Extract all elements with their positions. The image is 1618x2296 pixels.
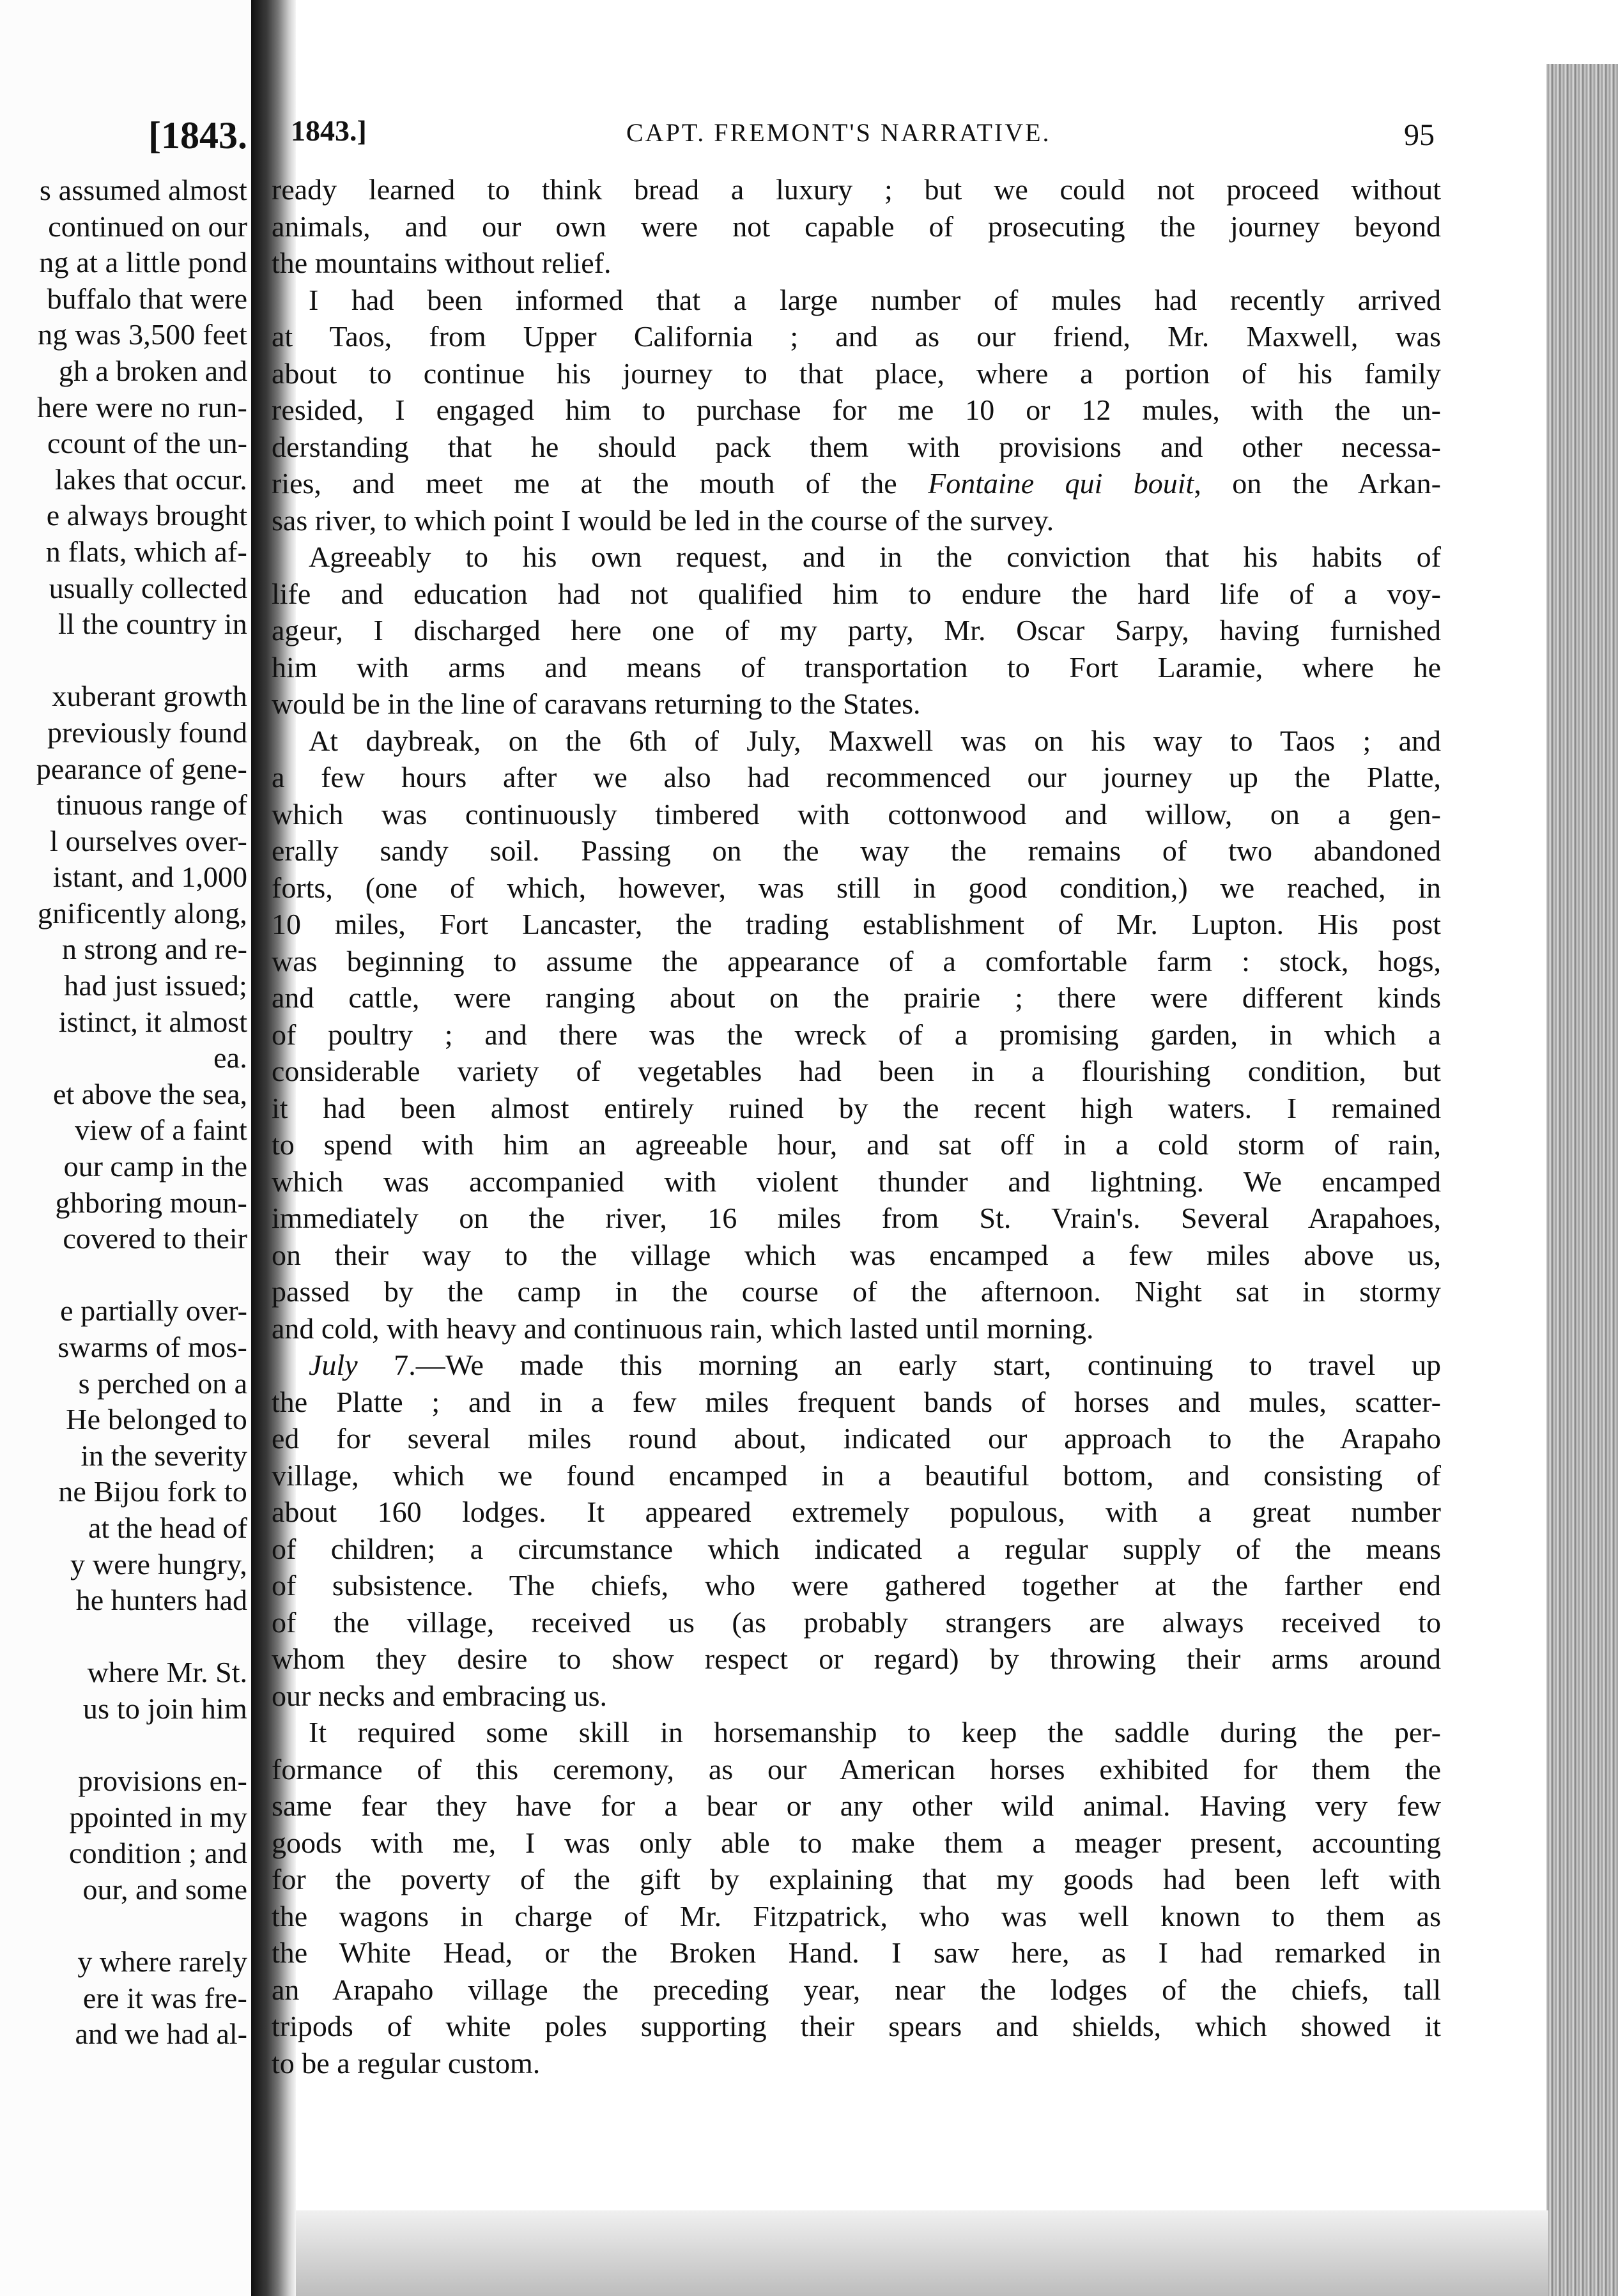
left-text-line: ccount of the un- (47, 427, 247, 460)
text-line: tripods of white poles supporting their spears and shields, which showed it (272, 2010, 1441, 2042)
left-text-line: ppointed in my (69, 1800, 247, 1833)
text-line: animals, and our own were not capable of prosecuting the journey beyond (272, 210, 1441, 243)
left-text-line: ng at a little pond (39, 246, 247, 279)
text-line (272, 465, 1441, 502)
text-line: I had been informed that a large number of mules had recently arrived (309, 283, 1441, 316)
left-page-text (0, 172, 247, 2053)
text-line: about 160 lodges. It appeared extremely populous, with a great number (272, 1496, 1441, 1528)
text-run: , on the Arkan- (1194, 467, 1442, 500)
left-text-line: istinct, it almost (58, 1005, 247, 1038)
left-facing-page (0, 0, 252, 2296)
text-line: the wagons in charge of Mr. Fitzpatrick, who was well known to them as (272, 1899, 1441, 1932)
left-text-line: ere it was fre- (82, 1981, 247, 2014)
text-line: him with arms and means of transportation to Fort Laramie, where he (272, 650, 1441, 684)
left-text-line: covered to their (63, 1222, 247, 1255)
left-text-line: s assumed almost (39, 174, 247, 206)
text-line (272, 1347, 1441, 1384)
left-page-header: [1843. (148, 114, 247, 157)
left-text-line: e always brought (46, 499, 247, 532)
text-line: of the village, received us (as probably strangers are always received to (272, 1605, 1441, 1639)
left-text-line: our, and some (82, 1872, 247, 1906)
text-line: sas river, to which point I would be led in the course of the survey. (272, 503, 1054, 537)
left-text-line: us to join him (82, 1692, 247, 1725)
text-line: at Taos, from Upper California ; and as our friend, Mr. Maxwell, was (272, 320, 1441, 353)
left-text-line: y where rarely (77, 1945, 247, 1978)
running-header (291, 114, 1435, 158)
left-text-line: condition ; and (69, 1837, 247, 1870)
left-text-line: He belonged to (66, 1403, 247, 1436)
text-line: passed by the camp in the course of the afternoon. Night sat in stormy (272, 1275, 1441, 1308)
left-text-line: in the severity (81, 1439, 247, 1472)
left-text-line (0, 1619, 247, 1655)
text-line: immediately on the river, 16 miles from St. Vrain's. Several Arapahoes, (272, 1202, 1441, 1234)
text-line: and cold, with heavy and continuous rain, which lasted until morning. (272, 1312, 1094, 1345)
left-text-line: lakes that occur. (54, 463, 247, 496)
italic-text-run: Fontaine qui bouit (928, 467, 1194, 500)
left-text-line: y were hungry, (70, 1547, 247, 1580)
left-text-line: here were no run- (36, 390, 247, 424)
text-line: which was continuously timbered with cottonwood and willow, on a gen- (272, 797, 1441, 830)
body-text (272, 171, 1441, 2081)
left-text-line: n strong and re- (62, 933, 247, 966)
left-text-line: xuberant growth (52, 680, 247, 713)
left-text-line: usually collected (49, 571, 247, 604)
left-text-line: continued on our (48, 210, 247, 243)
left-text-line: where Mr. St. (87, 1656, 247, 1689)
left-text-line: provisions en- (78, 1764, 247, 1798)
left-text-line (0, 643, 247, 679)
left-text-line: ll the country in (58, 608, 247, 641)
left-text-line (0, 1727, 247, 1764)
text-line: derstanding that he should pack them with provisions and other necessa- (272, 430, 1441, 463)
text-line: resided, I engaged him to purchase for me 10 or 12 mules, with the un- (272, 394, 1441, 426)
header-year: 1843.] (291, 114, 367, 147)
left-text-line: previously found (47, 716, 247, 749)
left-text-line: istant, and 1,000 (52, 861, 247, 894)
text-line: of poultry ; and there was the wreck of a promising garden, in which a (272, 1018, 1441, 1051)
left-text-line: at the head of (88, 1511, 247, 1544)
page-number: 95 (1404, 118, 1435, 152)
text-line: It required some skill in horsemanship to keep the saddle during the per- (309, 1716, 1441, 1749)
left-text-line: s perched on a (78, 1366, 247, 1400)
left-text-line (0, 1257, 247, 1294)
text-line: erally sandy soil. Passing on the way the remains of two abandoned (272, 834, 1441, 867)
italic-text-run: July (309, 1349, 358, 1381)
text-run: 7.—We made this morning an early start, continuing to travel up (357, 1349, 1441, 1381)
text-line: was beginning to assume the appearance of a comfortable farm : stock, hogs, (272, 944, 1441, 977)
text-line: it had been almost entirely ruined by the recent high waters. I remained (272, 1091, 1441, 1124)
text-line: Agreeably to his own request, and in the conviction that his habits of (309, 540, 1441, 573)
text-line: of subsistence. The chiefs, who were gathered together at the farther end (272, 1569, 1441, 1602)
left-text-line: gnificently along, (37, 896, 247, 930)
text-line: ageur, I discharged here one of my party, Mr. Oscar Sarpy, having furnished (272, 614, 1441, 647)
left-text-line: he hunters had (75, 1584, 247, 1617)
text-line: 10 miles, Fort Lancaster, the trading establishment of Mr. Lupton. His post (272, 908, 1441, 940)
left-text-line: view of a faint (75, 1114, 247, 1147)
left-text-line: ghboring moun- (55, 1186, 247, 1219)
left-text-line: n flats, which af- (45, 535, 247, 568)
left-text-line: buffalo that were (47, 282, 247, 315)
left-text-line (0, 1908, 247, 1945)
text-line: formance of this ceremony, as our American horses exhibited for them the (272, 1752, 1441, 1786)
text-line: our necks and embracing us. (272, 1679, 608, 1712)
left-text-line: ea. (213, 1041, 247, 1075)
left-text-line: ng was 3,500 feet (38, 318, 247, 351)
text-line: goods with me, I was only able to make them a meager present, accounting (272, 1826, 1441, 1859)
text-line: to be a regular custom. (272, 2046, 541, 2079)
text-line: and cattle, were ranging about on the prairie ; there were different kinds (272, 981, 1441, 1014)
text-line: would be in the line of caravans returning to the States. (272, 687, 921, 720)
text-run: ries, and meet me at the mouth of the (272, 467, 928, 500)
text-line: same fear they have for a bear or any other wild animal. Having very few (272, 1789, 1441, 1822)
text-line: the Platte ; and in a few miles frequent bands of horses and mules, scatter- (272, 1385, 1441, 1418)
text-line: village, which we found encamped in a beautiful bottom, and consisting of (272, 1458, 1441, 1492)
text-line: ready learned to think bread a luxury ; but we could not proceed without (272, 173, 1441, 206)
left-text-line: e partially over- (60, 1294, 247, 1328)
left-text-line: had just issued; (64, 969, 247, 1002)
text-line: the mountains without relief. (272, 247, 612, 279)
left-text-line: l ourselves over- (49, 824, 247, 857)
left-text-line: and we had al- (75, 2017, 247, 2051)
page-bottom-shadow (296, 2210, 1548, 2296)
text-line: life and education had not qualified him to endure the hard life of a voy- (272, 577, 1441, 610)
text-line: whom they desire to show respect or regard) by throwing their arms around (272, 1642, 1441, 1675)
text-line: a few hours after we also had recommenced our journey up the Platte, (272, 761, 1441, 793)
text-line: for the poverty of the gift by explaining that my goods had been left with (272, 1863, 1441, 1895)
header-title: CAPT. FREMONT'S NARRATIVE. (626, 118, 1051, 147)
page-edge-stack (1546, 64, 1618, 2296)
left-text-line: ne Bijou fork to (58, 1475, 247, 1508)
left-text-line: our camp in the (63, 1150, 247, 1183)
text-line: forts, (one of which, however, was still in good condition,) we reached, in (272, 871, 1441, 904)
text-line: of children; a circumstance which indicated a regular supply of the means (272, 1532, 1441, 1565)
left-text-line: swarms of mos- (58, 1331, 247, 1363)
text-line: ed for several miles round about, indicated our approach to the Arapaho (272, 1422, 1441, 1455)
left-text-line: tinuous range of (56, 788, 247, 822)
text-line: considerable variety of vegetables had been in a flourishing condition, but (272, 1055, 1441, 1087)
text-line: to spend with him an agreeable hour, and sat off in a cold storm of rain, (272, 1128, 1441, 1161)
text-line: At daybreak, on the 6th of July, Maxwell was on his way to Taos ; and (309, 724, 1441, 757)
text-line: an Arapaho village the preceding year, near the lodges of the chiefs, tall (272, 1973, 1441, 2006)
text-line: the White Head, or the Broken Hand. I saw here, as I had remarked in (272, 1936, 1441, 1969)
text-line: on their way to the village which was encamped a few miles above us, (272, 1238, 1441, 1271)
left-text-line: pearance of gene- (36, 752, 247, 785)
text-line: which was accompanied with violent thunder and lightning. We encamped (272, 1165, 1441, 1198)
left-text-line: et above the sea, (53, 1077, 247, 1110)
left-text-line: gh a broken and (58, 354, 247, 387)
text-line: about to continue his journey to that place, where a portion of his family (272, 356, 1441, 390)
